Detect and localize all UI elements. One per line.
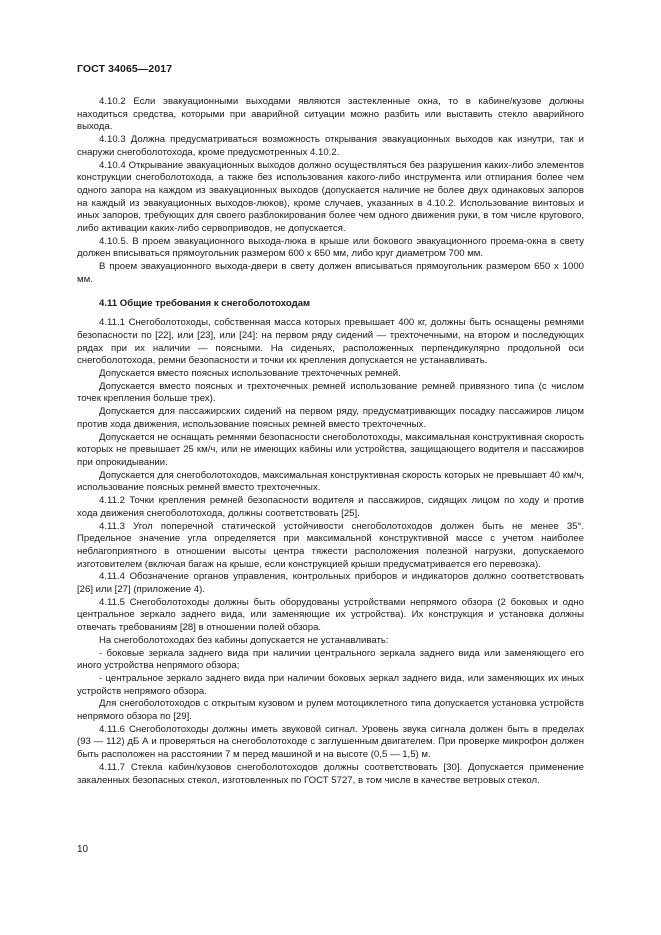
list-item-side-mirrors: - боковые зеркала заднего вида при наличии центрального зеркала заднего вида или заменяющего его иного устройства непрямого обзора; xyxy=(77,647,584,672)
paragraph-allow-rear-facing: Допускается для пассажирских сидений на первом ряду, предусматривающих посадку пассажиров лицом против хода движения, использование поясных ремней вместо трехточечных. xyxy=(77,406,584,430)
paragraph-4-11-6: 4.11.6 Снегоболотоходы должны иметь звуковой сигнал. Уровень звука сигнала должен быть в пределах (93 — 112) дБ А и проверяться на снегоболотоходе с заглушенным двигателем. При проверке микрофон должен быть расположен на расстоянии 7 м перед машиной и на высоте (0,5 — 1,5) м. xyxy=(77,723,584,761)
paragraph-allow-3point: Допускается вместо поясных использование трехточечных ремней. xyxy=(99,368,401,380)
paragraph-open-body: Для снегоболотоходов с открытым кузовом и рулем мотоциклетного типа допускается установка устройств непрямого обзора по [29]. xyxy=(77,698,584,723)
paragraph-4-10-2: 4.10.2 Если эвакуационными выходами являются застекленные окна, то в кабине/кузове должны находиться средства, которыми при аварийной ситуации можно разбить или выставить стекло аварийного выхода. xyxy=(77,96,584,133)
paragraph-4-11-3: 4.11.3 Угол поперечной статической устойчивости снегоболотоходов должен быть не менее 35°. Предельное значение угла определяется при максимальной конструктивной массе с учетом наиболее неблагоприятного в отношении высоты центра тяжести расположения полезной нагрузки, допускаемого изготовителем (включая багаж на крыше, если конструкцией крыши предусматривается его перевозка). xyxy=(77,520,584,570)
paragraph-4-11-1: 4.11.1 Снегоболотоходы, собственная масса которых превышает 400 кг, должны быть оснащены ремнями безопасности по [22], или [23], или [24]: на первом ряду сидений — трехточечными, на втором и последующих рядах при их наличии — поясными. На сиденьях, расположенных перпендикулярно продольной оси снегоболотохода, ремни безопасности и точки их крепления допускается не устанавливать. xyxy=(77,317,584,367)
paragraph-4-10-4: 4.10.4 Открывание эвакуационных выходов должно осуществляться без разрушения каких-либо элементов конструкции снегоболотохода, а также без использования какого-либо инструмента или отпирания более чем одного запора на каждом из эвакуационных выходов (допускается наличие не более двух одинаковых запоров на каждый из эвакуационных выходов-люков), кроме случаев, указанных в 4.10.2. Использование винтовых и иных запоров, требующих для своего разблокирования более чем одного движения руки, в том числе кругового, либо активации каких-либо сервоприводов, не допускается. xyxy=(77,159,584,235)
paragraph-4-11-7: 4.11.7 Стекла кабин/кузовов снегоболотоходов должны соответствовать [30]. Допускается применение закаленных безопасных стекол, изготовленных по ГОСТ 5727, в том числе в качестве ветровых стекол. xyxy=(77,761,584,786)
list-item-central-mirror: - центральное зеркало заднего вида при наличии боковых зеркал заднего вида, или заменяющих их иных устройств непрямого обзора. xyxy=(77,672,584,697)
section-heading-4-11: 4.11 Общие требования к снегоболотоходам xyxy=(99,297,311,309)
paragraph-4-11-5: 4.11.5 Снегоболотоходы должны быть оборудованы устройствами непрямого обзора (2 боковых и одно центральное зеркало заднего вида, или заменяющие их устройства). Их конструкция и установка должны отвечать требованиям [28] в отношении полей обзора. xyxy=(77,596,584,634)
paragraph-4-11-4: 4.11.4 Обозначение органов управления, контрольных приборов и индикаторов должно соответствовать [26] или [27] (приложение 4). xyxy=(77,571,584,596)
page-number: 10 xyxy=(77,844,89,855)
document-body xyxy=(77,96,584,787)
paragraph-no-cab: На снегоболотоходах без кабины допускается не устанавливать: xyxy=(99,634,389,646)
standard-header: ГОСТ 34065—2017 xyxy=(77,63,173,75)
paragraph-4-10-5-door: В проем эвакуационного выхода-двери в свету должен вписываться прямоугольник размером 650 х 1000 мм. xyxy=(77,261,584,285)
paragraph-allow-no-belts: Допускается не оснащать ремнями безопасности снегоболотоходы, максимальная конструктивная скорость которых не превышает 25 км/ч, или не имеющих кабины или устройства, защищающего водителя и пассажиров при опрокидывании. xyxy=(77,431,584,468)
paragraph-allow-lap-belts: Допускается для снегоболотоходов, максимальная конструктивная скорость которых не превышает 40 км/ч, использование поясных ремней вместо трехточечных. xyxy=(77,469,584,494)
paragraph-4-10-5: 4.10.5. В проем эвакуационного выхода-люка в крыше или бокового эвакуационного проема-окна в свету должен вписываться прямоугольник размером 600 х 650 мм, либо круг диаметром 700 мм. xyxy=(77,235,584,260)
paragraph-4-10-3: 4.10.3 Должна предусматриваться возможность открывания эвакуационных выходов как изнутри, так и снаружи снегоболотохода, кроме предусмотренных 4.10.2. xyxy=(77,134,584,158)
paragraph-allow-harness: Допускается вместо поясных и трехточечных ремней использование ремней привязного типа (с числом точек крепления больше трех). xyxy=(77,380,584,405)
paragraph-4-11-2: 4.11.2 Точки крепления ремней безопасности водителя и пассажиров, сидящих лицом по ходу и против хода движения снегоболотохода, должны соответствовать [25]. xyxy=(77,495,584,519)
